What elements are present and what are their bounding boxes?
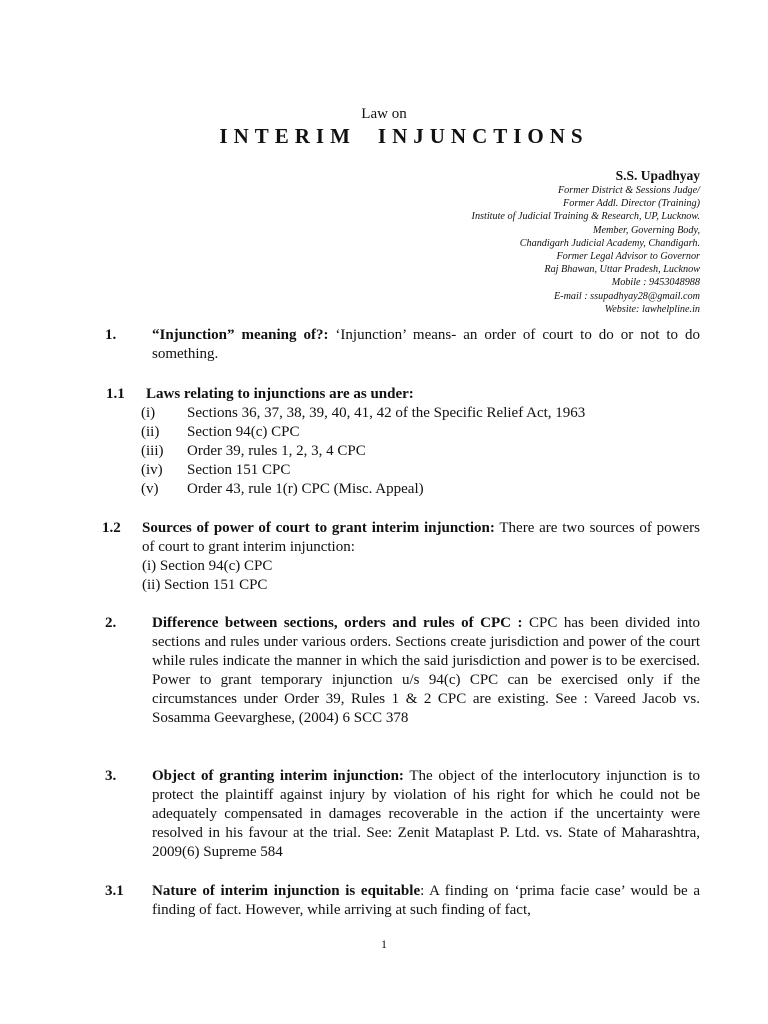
list-item: (v) Order 43, rule 1(r) CPC (Misc. Appeal)	[141, 481, 424, 497]
author-name: S.S. Upadhyay	[615, 168, 700, 183]
author-line: Member, Governing Body,	[593, 224, 700, 236]
section-heading: Sources of power of court to grant interim injunction:	[142, 520, 495, 536]
list-item: (iv) Section 151 CPC	[141, 462, 291, 478]
page-number: 1	[381, 937, 387, 951]
section-2	[105, 614, 700, 728]
law-list	[141, 404, 701, 499]
section-text: The object of the interlocutory injunction is to protect the plaintiff against injury by violation of his right for which he could not be adequately compensated in damages recoverable in the action if the uncertainty were resolved in his favour at the trial. See: Zenit Mataplast P. Ltd. vs. State of Maharashtra, 2009(6) Supreme 584	[152, 768, 700, 860]
section-number: 1.2	[102, 520, 121, 536]
section-number: 1.1	[106, 386, 125, 402]
section-heading: Nature of interim injunction is equitable	[152, 883, 421, 899]
page-title	[0, 124, 768, 149]
section-number: 3.1	[105, 883, 124, 899]
section-number: 1.	[105, 327, 117, 343]
section-3	[105, 767, 700, 862]
section-3-1	[105, 882, 700, 920]
author-block	[472, 167, 700, 316]
section-heading: “Injunction” meaning of?:	[152, 327, 329, 343]
section-text: There are two sources of powers of court to grant interim injunction:	[142, 520, 700, 555]
author-line: Raj Bhawan, Uttar Pradesh, Lucknow	[544, 264, 700, 276]
section-number: 2.	[105, 615, 117, 631]
section-text: ‘Injunction’ means- an order of court to do or not to do something.	[152, 327, 700, 362]
author-line: Former District & Sessions Judge/	[557, 185, 700, 196]
section-text: : A finding on ‘prima facie case’ would be a finding of fact. However, while arriving at such finding of fact,	[152, 883, 700, 918]
author-website: Website: lawhelpline.in	[604, 303, 700, 315]
author-line: Chandigarh Judicial Academy, Chandigarh.	[519, 237, 700, 249]
section-1-1	[106, 385, 701, 499]
author-line: Former Legal Advisor to Governor	[556, 251, 700, 263]
title-word-injunctions: INJUNCTIONS	[377, 124, 589, 148]
list-item: (ii) Section 94(c) CPC	[141, 424, 300, 440]
author-email: E-mail : ssupadhyay28@gmail.com	[553, 290, 700, 302]
author-line: Institute of Judicial Training & Research, UP, Lucknow.	[471, 211, 700, 223]
law-on-label: Law on	[361, 106, 407, 122]
author-mobile: Mobile : 9453048988	[611, 277, 700, 289]
list-item: (i) Section 94(c) CPC	[142, 558, 273, 574]
title-word-interim: INTERIM	[219, 124, 356, 148]
section-text: CPC has been divided into sections and rules under various orders. Sections create jurisdiction and power of the court while rules indicate the manner in which the said jurisdiction and power is to be exercised. Power to grant temporary injunction u/s 94(c) CPC can be exercised only if the circumstances under Order 39, Rules 1 & 2 CPC are existing. See : Vareed Jacob vs. Sosamma Geevarghese, (2004) 6 SCC 378	[152, 615, 700, 726]
section-1	[105, 326, 700, 364]
list-item: (i) Sections 36, 37, 38, 39, 40, 41, 42 of the Specific Relief Act, 1963	[141, 405, 586, 421]
section-1-2	[102, 519, 700, 595]
list-item: (iii) Order 39, rules 1, 2, 3, 4 CPC	[141, 443, 366, 459]
section-number: 3.	[105, 768, 117, 784]
author-line: Former Addl. Director (Training)	[563, 198, 700, 210]
section-heading: Object of granting interim injunction:	[152, 768, 404, 784]
section-heading: Difference between sections, orders and rules of CPC :	[152, 615, 523, 631]
list-item: (ii) Section 151 CPC	[142, 577, 268, 593]
section-heading: Laws relating to injunctions are as under:	[146, 386, 414, 402]
